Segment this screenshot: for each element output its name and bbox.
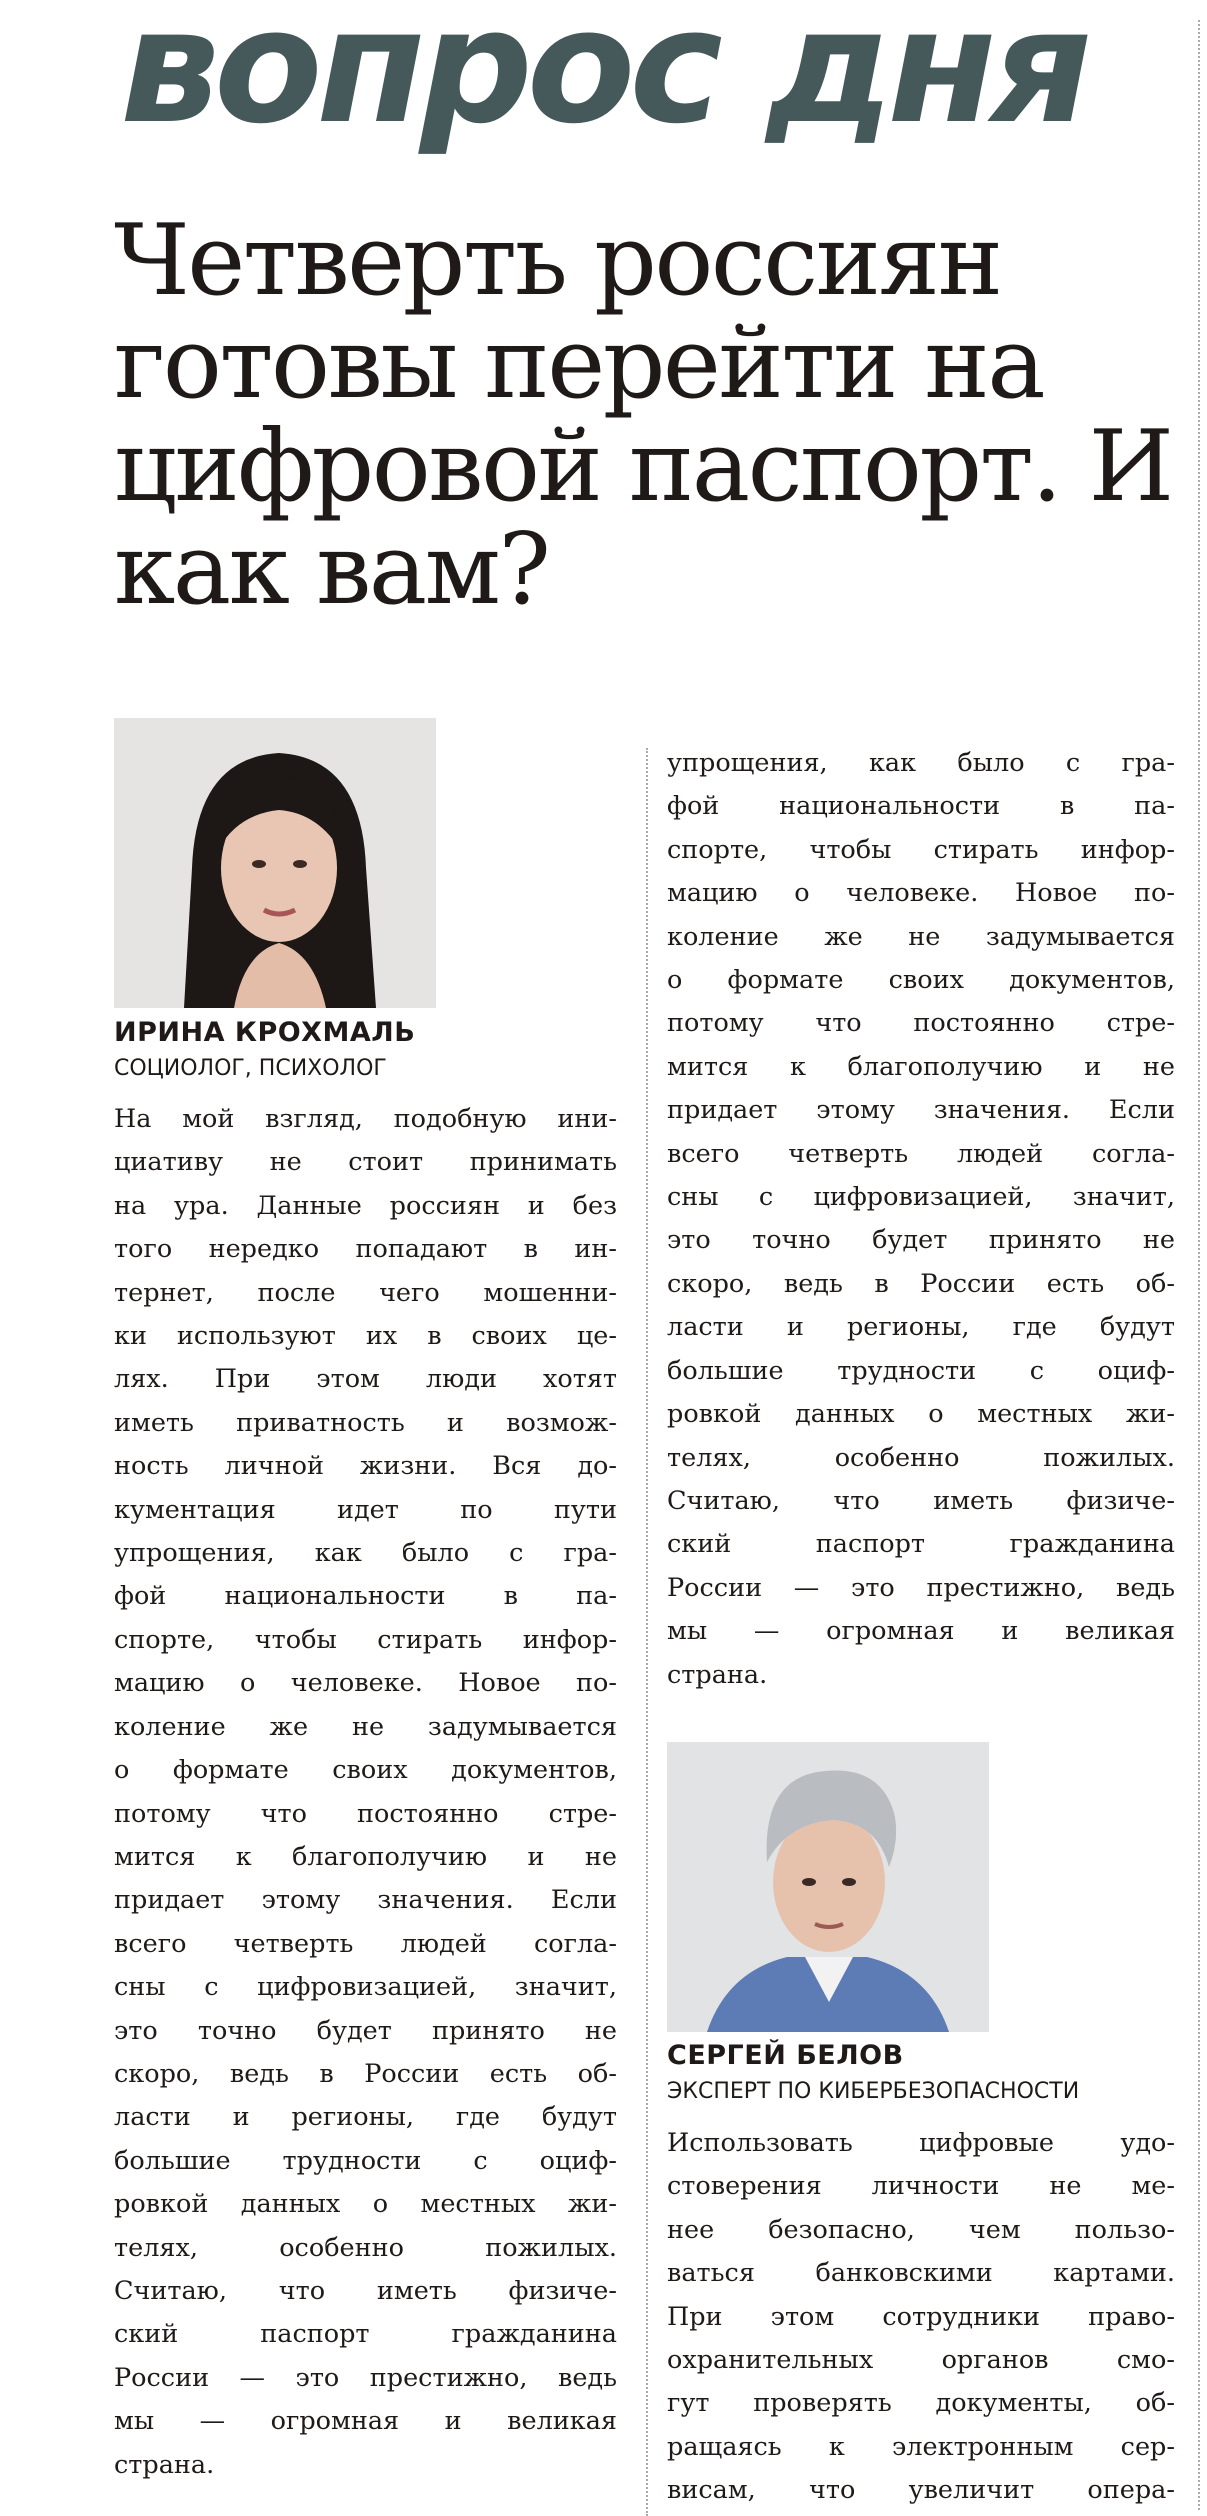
text-line: висам, что увеличит опера- xyxy=(667,2475,1175,2506)
text-line: ровкой данных о местных жи- xyxy=(114,2189,617,2220)
text-line: спорте, чтобы стирать инфор- xyxy=(114,1624,617,1655)
expert-role-sergey: ЭКСПЕРТ ПО КИБЕРБЕЗОПАСНОСТИ xyxy=(667,2079,1080,2104)
expert-photo-sergey xyxy=(667,1742,989,2032)
text-line: Использовать цифровые удо- xyxy=(667,2128,1175,2158)
text-line: это точно будет принято не xyxy=(667,1225,1175,1256)
text-line: ский паспорт гражданина xyxy=(667,1529,1175,1560)
text-line: на ура. Данные россиян и без xyxy=(114,1190,617,1221)
text-line: охранительных органов смо- xyxy=(667,2345,1175,2376)
text-line: телях, особенно пожилых. xyxy=(667,1442,1175,1473)
text-line: На мой взгляд, подобную ини- xyxy=(114,1104,617,1134)
text-line: придает этому значения. Если xyxy=(114,1885,617,1916)
text-line: фой национальности в па- xyxy=(667,791,1175,822)
right-column-text-belov xyxy=(667,2122,1175,2513)
text-line: это точно будет принято не xyxy=(114,2015,617,2046)
text-line: мы — огромная и великая xyxy=(114,2406,617,2437)
text-line: мацию о человеке. Новое по- xyxy=(667,878,1175,909)
text-line: ращаясь к электронным сер- xyxy=(667,2431,1175,2462)
text-line: иметь приватность и возмож- xyxy=(114,1407,617,1438)
text-line: ваться банковскими картами. xyxy=(667,2258,1175,2289)
text-line: страна. xyxy=(667,1659,768,1690)
text-line: упрощения, как было с гра- xyxy=(114,1538,617,1569)
text-line: о формате своих документов, xyxy=(667,965,1175,996)
text-line: потому что постоянно стре- xyxy=(667,1008,1175,1039)
text-line: стоверения личности не ме- xyxy=(667,2171,1175,2202)
text-line: сны с цифровизацией, значит, xyxy=(114,1972,617,2003)
text-line: большие трудности с оциф- xyxy=(114,2145,617,2176)
expert-photo-irina xyxy=(114,718,436,1008)
text-line: всего четверть людей согла- xyxy=(114,1928,617,1959)
text-line: телях, особенно пожилых. xyxy=(114,2232,617,2263)
text-line: придает этому значения. Если xyxy=(667,1095,1175,1126)
text-line: мится к благополучию и не xyxy=(114,1841,617,1872)
text-line: ский паспорт гражданина xyxy=(114,2319,617,2350)
text-line: кументация идет по пути xyxy=(114,1494,617,1525)
text-line: коление же не задумывается xyxy=(114,1711,617,1742)
text-line: скоро, ведь в России есть об- xyxy=(667,1268,1175,1299)
text-line: всего четверть людей согла- xyxy=(667,1138,1175,1169)
text-line: упрощения, как было с гра- xyxy=(667,748,1175,778)
expert-name-irina: ИРИНА КРОХМАЛЬ xyxy=(114,1017,416,1048)
headline: Четверть россиян готовы перейти на цифровой паспорт. И как вам? xyxy=(114,204,1172,627)
text-line: ность личной жизни. Вся до- xyxy=(114,1451,617,1482)
text-line: мацию о человеке. Новое по- xyxy=(114,1668,617,1699)
text-line: лях. При этом люди хотят xyxy=(114,1364,617,1395)
text-line: гут проверять документы, об- xyxy=(667,2388,1175,2419)
text-line: России — это престижно, ведь xyxy=(667,1572,1175,1603)
text-line: нее безопасно, чем пользо- xyxy=(667,2214,1175,2245)
text-line: ласти и регионы, где будут xyxy=(114,2102,617,2133)
text-line: о формате своих документов, xyxy=(114,1755,617,1786)
text-line: Считаю, что иметь физиче- xyxy=(114,2275,617,2306)
text-line: того нередко попадают в ин- xyxy=(114,1234,617,1265)
text-line: циативу не стоит принимать xyxy=(114,1147,617,1178)
left-column-text xyxy=(114,1098,617,2487)
text-line: России — это престижно, ведь xyxy=(114,2362,617,2393)
text-line: большие трудности с оциф- xyxy=(667,1355,1175,1386)
text-line: ласти и регионы, где будут xyxy=(667,1312,1175,1343)
expert-name-sergey: СЕРГЕЙ БЕЛОВ xyxy=(667,2040,904,2071)
column-divider-right xyxy=(1198,20,1200,2510)
text-line: ки используют их в своих це- xyxy=(114,1321,617,1352)
rubric-title: вопрос дня xyxy=(120,0,1087,159)
text-line: фой национальности в па- xyxy=(114,1581,617,1612)
text-line: сны с цифровизацией, значит, xyxy=(667,1182,1175,1213)
text-line: тернет, после чего мошенни- xyxy=(114,1277,617,1308)
text-line: спорте, чтобы стирать инфор- xyxy=(667,834,1175,865)
text-line: При этом сотрудники право- xyxy=(667,2301,1175,2332)
text-line: скоро, ведь в России есть об- xyxy=(114,2058,617,2089)
column-divider-middle xyxy=(646,748,648,2516)
text-line: Считаю, что иметь физиче- xyxy=(667,1485,1175,1516)
text-line: мы — огромная и великая xyxy=(667,1616,1175,1647)
text-line: коление же не задумывается xyxy=(667,921,1175,952)
text-line: потому что постоянно стре- xyxy=(114,1798,617,1829)
text-line: мится к благополучию и не xyxy=(667,1051,1175,1082)
text-line: страна. xyxy=(114,2449,215,2480)
text-line: ровкой данных о местных жи- xyxy=(667,1399,1175,1430)
expert-role-irina: СОЦИОЛОГ, ПСИХОЛОГ xyxy=(114,1056,387,1081)
right-column-continuation xyxy=(667,742,1175,1697)
